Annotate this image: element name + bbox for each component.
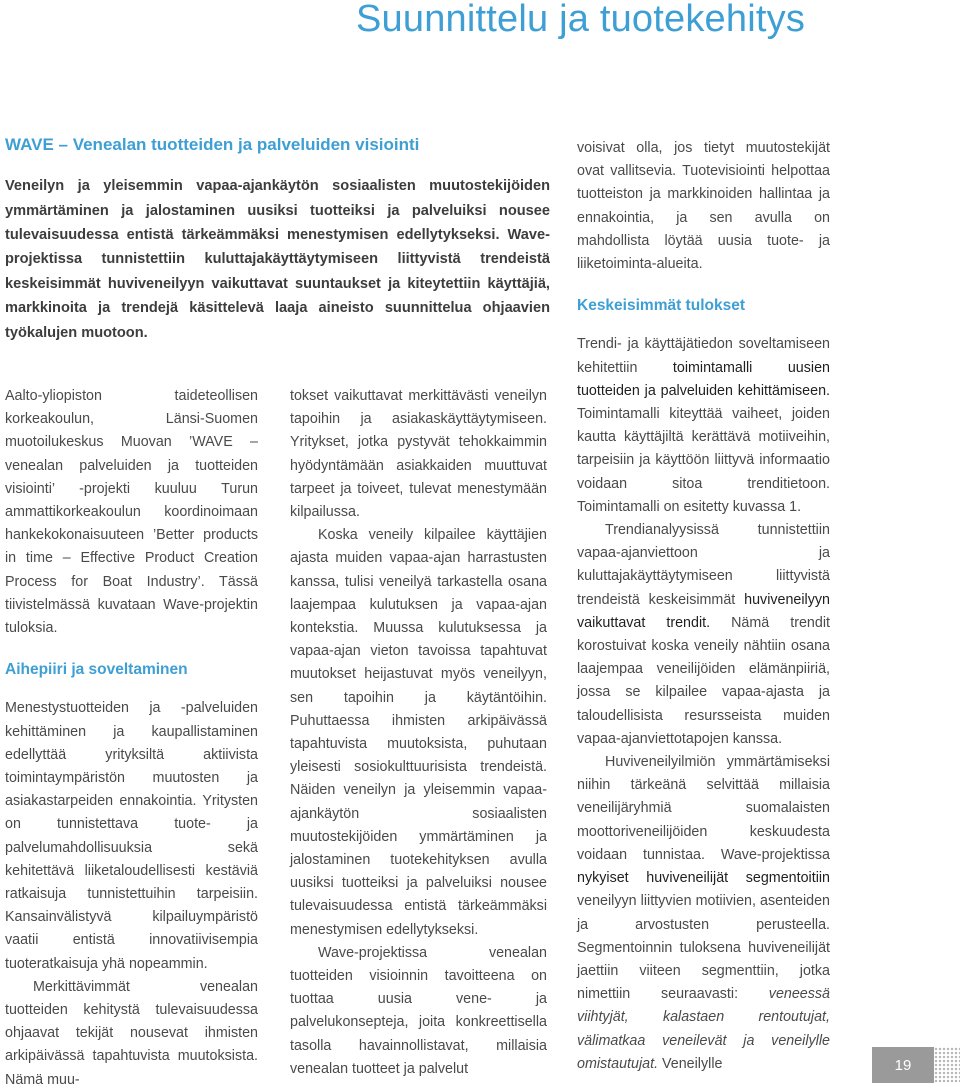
col3-p2-text-c: Toimintamalli kiteyttää vaiheet, joiden kautta käyttäjiltä kerättävä motiiveihin, tarpeisiin ja käyttöön liittyvä informaatio voidaan sitoa trenditietoon. Toimintamalli on esitetty kuvassa 1. — [577, 406, 830, 515]
col2-paragraph-1: tokset vaikuttavat merkittävästi veneilyn tapoihin ja asiakaskäyttäytymiseen. Yritykset, jotka pystyvät tehokkaimmin hyödyntämään asiakkaiden muuttuvat tarpeet ja toiveet, tulevat menestymään kilpailussa. — [290, 388, 547, 521]
page-number-badge — [872, 1047, 934, 1083]
col3-p3-highlight: huviveneilyyn vaikuttavat trendit. — [577, 591, 830, 631]
section-heading-aihepiiri: Aihepiiri ja soveltaminen — [5, 661, 188, 679]
column-3 — [577, 137, 830, 1076]
col2-paragraph-2: Koska veneily kilpailee käyttäjien ajasta muiden vapaa-ajan harrastusten kanssa, tulisi veneilyä tarkastella osana laajempaa kulutuksen ja vapaa-ajan kontekstia. Muussa kulutuksessa ja vapaa-ajan vieton tavoissa tapahtuvat muutokset heijastuvat myös veneilyyn, sen tapoihin ja käytäntöihin. Puhuttaessa ihmisten arkipäivässä tapahtuvista muutoksista, puhutaan yleisesti sosiokulttuurisista trendeistä. Näiden veneilyn ja yleisemmin vapaa-ajankäytön sosiaalisten muutostekijöiden ymmärtäminen ja jalostaminen tuotekehityksen avulla uusiksi tuotteiksi ja palveluiksi nousee tulevaisuudessa entistä tärkeämmäksi menestymisen edellytykseksi. — [290, 527, 547, 938]
col3-p4-highlight: nykyiset huviveneilijät segmentoitiin — [577, 870, 830, 887]
col1-paragraph-3: Merkittävimmät venealan tuotteiden kehitystä tulevaisuudessa ohjaavat tekijät nousevat ihmisten arkipäivässä tapahtuvista muutoksista. Nämä muu- — [5, 978, 258, 1088]
page-number: 19 — [894, 1056, 912, 1074]
col3-p4-text-a: Huviveneilyilmiön ymmärtämiseksi niihin tärkeänä selvittää millaisia veneilijäryhmiä suomalaisten moottoriveneilijöiden keskuudesta voidaan tunnistaa. Wave-projektissa — [577, 754, 830, 863]
col1-paragraph-2: Menestystuotteiden ja -palveluiden kehittäminen ja kaupallistaminen edellyttää yrityksiltä aktiivista toimintaympäristön muutosten ja asiakastarpeiden ennakointia. Yritysten on tunnistettava tuote- ja palvelumahdollisuuksia sekä kehitettävä liiketaloudellisesti kestäviä ratkaisuja tunnistettuihin tarpeisiin. Kansainvälistyvä kilpailuympäristö vaatii entistä innovatiivisempia tuoteratkaisuja yhä nopeammin. — [5, 700, 258, 972]
col3-paragraph-3 — [577, 519, 830, 751]
column-1 — [5, 385, 258, 1092]
column-2 — [290, 385, 547, 1081]
col3-p2-highlight: toimintamalli uusien tuotteiden ja palveluiden kehittämiseen. — [577, 359, 830, 399]
dot-pattern-decoration — [934, 1047, 960, 1083]
col3-p4-segments: veneessä viihtyjät, kalastaen rentoutujat, välimatkaa veneilevät ja veneilylle omistautujat. — [577, 986, 830, 1072]
col3-p2-text-a: Trendi- ja käyttäjätiedon soveltamiseen kehitettiin — [577, 336, 830, 376]
col3-p3-text-a: Trendianalyysissä tunnistettiin vapaa-ajanviettoon ja kuluttajakäyttäytymiseen liittyvistä trendeistä keskeisimmät — [577, 522, 830, 608]
col3-paragraph-1: voisivat olla, jos tietyt muutostekijät ovat vallitsevia. Tuotevisiointi helpottaa tuotteiston ja markkinoiden hallintaa ja ennakointia, ja sen avulla on mahdollista löytää uusia tuote- ja liiketoiminta-alueita. — [577, 140, 830, 273]
col3-paragraph-2 — [577, 333, 830, 519]
section-heading-tulokset: Keskeisimmät tulokset — [577, 297, 745, 315]
intro-paragraph: Veneilyn ja yleisemmin vapaa-ajankäytön sosiaalisten muutostekijöiden ymmärtäminen ja jalostaminen uusiksi tuotteiksi ja palveluiksi nousee tulevaisuudessa entistä tärkeämmäksi menestymisen edellytykseksi. Wave-projektissa tunnistettiin kuluttajakäyttäytymiseen liittyvistä trendeistä keskeisimmät huviveneilyyn vaikuttavat suuntaukset ja kiteytettiin käyttäjiä, markkinoita ja trendejä käsittelevä laaja aineisto suunnittelua ohjaavien työkalujen muotoon. — [5, 178, 550, 341]
col3-p4-text-c: veneilyyn liittyvien motiivien, asenteiden ja arvostusten perusteella. Segmentoinnin tuloksena huviveneilijät jaettiin viiteen segmenttiin, jotka nimettiin seuraavasti: — [577, 893, 830, 1003]
col3-p4-text-e: Veneilylle — [658, 1055, 723, 1072]
intro-block — [5, 133, 550, 345]
col1-paragraph-1: Aalto-yliopiston taideteollisen korkeakoulun, Länsi-Suomen muotoilukeskus Muovan ’WAVE – venealan palveluiden ja tuotteiden visiointi’ -projekti kuuluu Turun ammattikorkeakoulun koordinoimaan hankekokonaisuuteen ’Better products in time – Effective Product Creation Process for Boat Industry’. Tässä tiivistelmässä kuvataan Wave-projektin tuloksia. — [5, 388, 258, 637]
col3-paragraph-4 — [577, 751, 830, 1076]
intro-heading: WAVE – Venealan tuotteiden ja palveluiden visiointi — [5, 135, 420, 154]
col2-paragraph-3: Wave-projektissa venealan tuotteiden visioinnin tavoitteena on tuottaa uusia vene- ja palvelukonsepteja, joita konkreettisella tasolla havainnollistavat, millaisia venealan tuotteet ja palvelut — [290, 944, 547, 1077]
col3-p3-text-c: Nämä trendit korostuivat koska veneily nähtiin osana laajempaa veneilijöiden elämänpiiriä, jossa se kilpailee vapaa-ajasta ja taloudellisista resursseista muiden vapaa-ajanviettotapojen kanssa. — [577, 614, 830, 747]
page-title: Suunnittelu ja tuotekehitys — [356, 0, 806, 40]
